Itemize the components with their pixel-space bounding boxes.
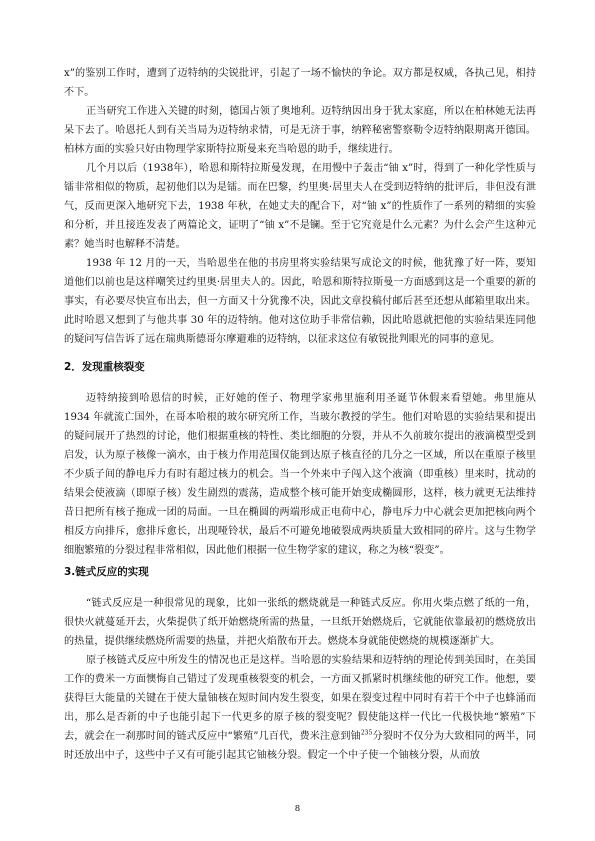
document-body (64, 64, 536, 765)
paragraph-7-part-b: 分裂时不仅分为大致相同的两半，同时还放出中子，这些中子又有可能引起其它铀核分裂。假定一个中子使一个铀核分裂，从而放 (64, 731, 536, 761)
paragraph-7-part-a: 原子核链式反应中所发生的情况也正是这样。当哈恩的实验结果和迈特纳的理论传到美国时，在美国工作的费米一方面懊悔自己错过了发现重核裂变的机会，一方面又抓紧时机继续他的研究工作。他想，要获得巨大能量的关键在于使大量铀核在短时间内发生裂变，如果在裂变过程中同时有若干个中子也蜂涌而出，那么是否新的中子也能引起下一代更多的原子核的裂变呢？假使能这样一代比一代极快地“繁殖”下去，就会在一刹那时间的链式反应中“繁殖”几百代，费米注意到铀 (64, 655, 536, 742)
isotope-superscript: 235 (360, 729, 373, 737)
section-heading-2: 2．发现重核裂变 (64, 361, 145, 373)
paragraph-1: x”的鉴别工作时，遭到了迈特纳的尖锐批评，引起了一场不愉快的争论。双方都是权威，各执己见，相持不下。 (64, 68, 536, 98)
paragraph-7 (64, 651, 536, 765)
page-number: 8 (294, 804, 301, 814)
section-gap (64, 381, 536, 389)
paragraph-4: 1938 年 12 月的一天，当哈恩坐在他的书房里将实验结果写成论文的时候，他犹豫了好一阵，要知道他们以前也是这样嘲笑过约里奥·居里夫人的。因此，哈恩和斯特拉斯曼一方面感到这是一个重要的新的事实，有必要尽快宣布出去，但一方面又十分犹豫不决，因此文章投稿付邮后甚至还想从邮箱里取出来。此时哈恩又想到了与他共事 30 年的迈特纳。他对这位助手非常信赖，因此哈恩就把他的实验结果连同他的疑问写信告诉了远在瑞典斯德哥尔摩避难的迈特纳，以征求这位有敏锐批判眼光的同事的意见。 (64, 258, 536, 345)
paragraph-6: “链式反应是一种很常见的现象，比如一张纸的燃烧就是一种链式反应。你用火柴点燃了纸的一角，很快火就蔓延开去，火柴提供了纸开始燃烧所需的热量，一旦纸开始燃烧后，它就能依靠最初的燃烧放出的热量，提供继续燃烧所需要的热量，并把火焰散布开去。燃烧本身就能使燃烧的规模逐渐扩大。 (64, 598, 536, 647)
section-gap (64, 586, 536, 594)
section-heading-3: 3.链式反应的实现 (64, 566, 149, 578)
paragraph-3: 几个月以后（1938年），哈恩和斯特拉斯曼发现，在用慢中子轰击“铀 x”时，得到了一种化学性质与镭非常相似的物质，起初他们以为是镭。而在巴黎，约里奥·居里夫人在受到迈特纳的批评后，非但没有泄气，反而更深入地研究下去，1938 年秋，在她丈夫的配合下，对“铀 x”的性质作了一系列的精细的实验和分析，并且接连发表了两篇论文，证明了“铀 x”不是镧。至于它究竟是什么元素？为什么会产生这种元素？她当时也解释不清楚。 (64, 163, 536, 250)
paragraph-5: 迈特纳接到哈恩信的时候，正好她的侄子、物理学家弗里施利用圣诞节休假来看望她。弗里施从 1934 年就流亡国外，在哥本哈根的玻尔研究所工作，当玻尔教授的学生。他们对哈恩的实验结果和提出的疑问展开了热烈的讨论，他们根据重核的特性、类比细胞的分裂，并从不久前玻尔提出的液滴模型受到启发，认为原子核像一滴水，由于核力作用范围仅能到达原子核直径的几分之一区域，所以在重原子核里不少质子间的静电斥力有时有超过核力的机会。当一个外来中子闯入这个液滴（即重核）里来时，扰动的结果会使液滴（即原子核）发生剧烈的震荡，造成整个核可能开始变成椭圆形，这样，核力就更无法维持昔日把所有核子拖成一团的局面。一旦在椭圆的两端形成正电荷中心，静电斥力中心就会更加把核向两个相反方向排斥，愈排斥愈长，出现哑铃状，最后不可避免地破裂成两块质量大致相同的碎片。这与生物学细胞繁殖的分裂过程非常相似，因此他们根据一位生物学家的建议，称之为核“裂变”。 (64, 393, 536, 556)
paragraph-2: 正当研究工作进入关键的时刻，德国占领了奥地利。迈特纳因出身于犹太家庭，所以在柏林她无法再呆下去了。哈恩托人到有关当局为迈特纳求情，可是无济于事，纳粹秘密警察勒令迈特纳限期离开德国。柏林方面的实验只好由物理学家斯特拉斯曼来充当哈恩的助手，继续进行。 (64, 106, 536, 155)
